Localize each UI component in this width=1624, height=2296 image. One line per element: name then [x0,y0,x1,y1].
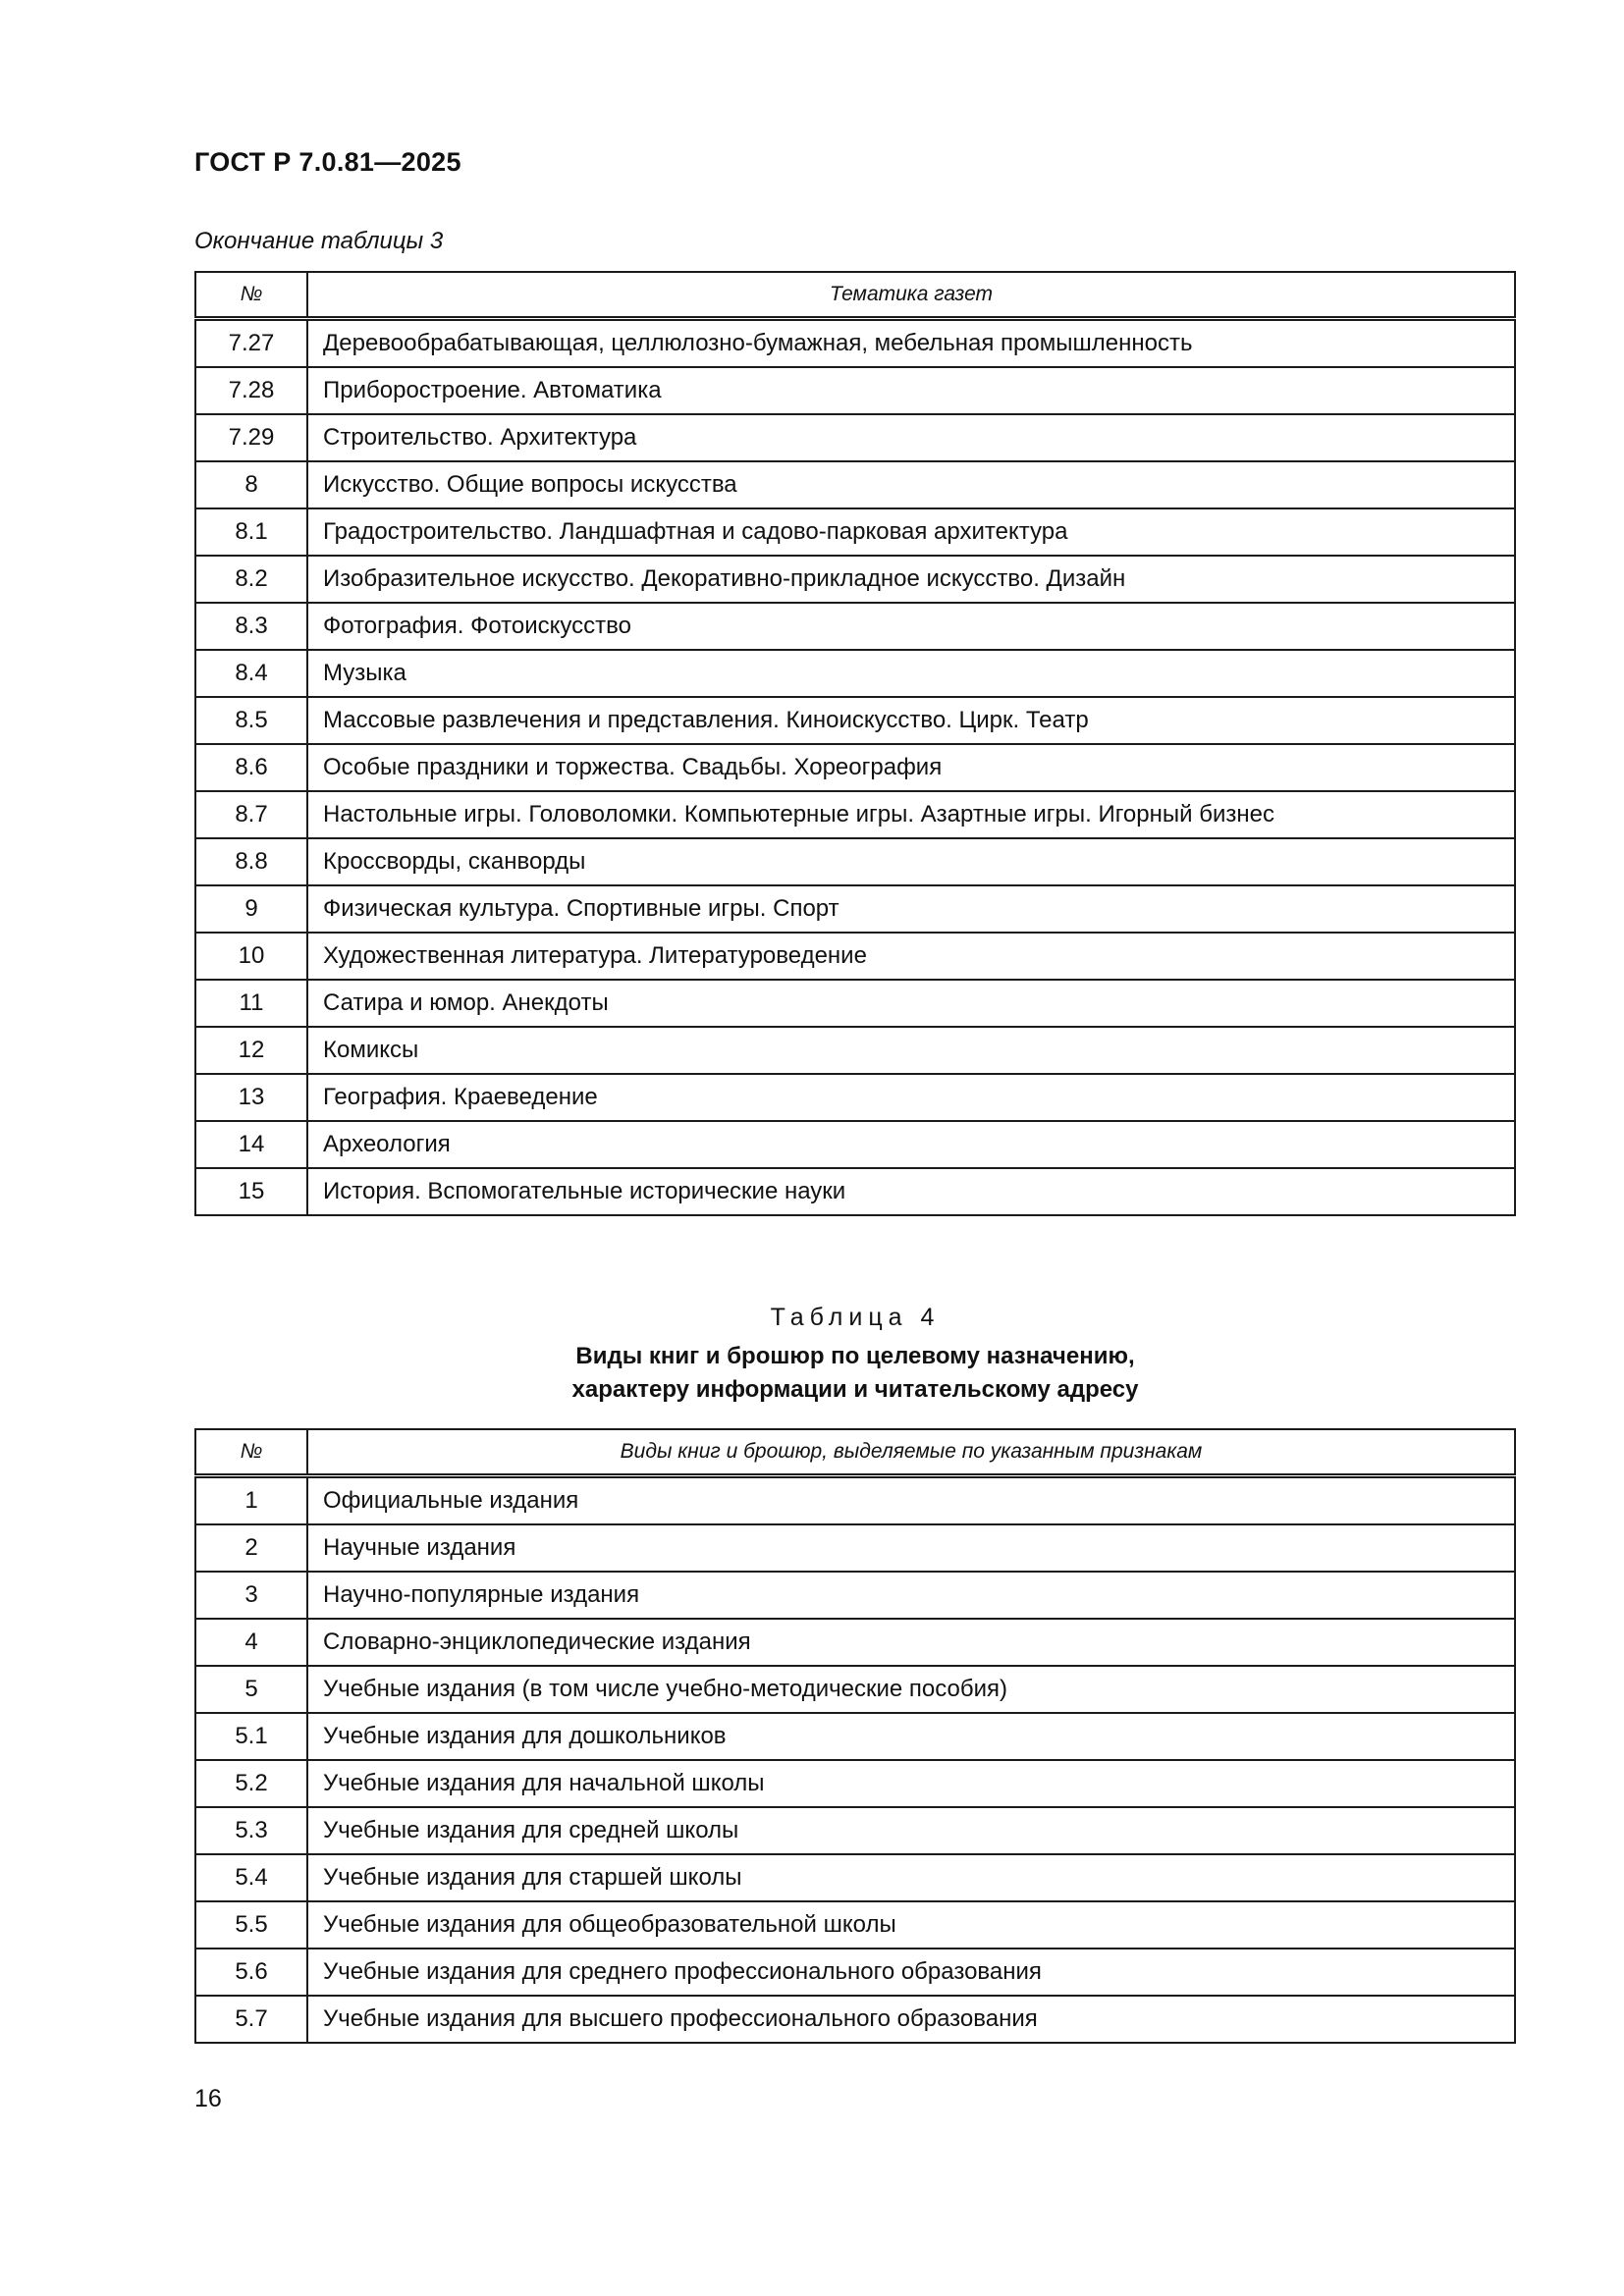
row-number: 8.6 [195,744,307,791]
row-number: 8.1 [195,508,307,556]
row-text: Официальные издания [307,1476,1515,1525]
row-number: 15 [195,1168,307,1215]
table-row [195,1807,1515,1854]
table-header-row [195,272,1515,319]
row-text: Комиксы [307,1027,1515,1074]
row-number: 5.3 [195,1807,307,1854]
row-text: Научно-популярные издания [307,1572,1515,1619]
row-number: 10 [195,933,307,980]
table-row [195,319,1515,368]
table-row [195,1027,1515,1074]
table-row [195,1121,1515,1168]
row-text: Археология [307,1121,1515,1168]
row-text: Массовые развлечения и представления. Киноискусство. Цирк. Театр [307,697,1515,744]
row-text: Учебные издания для среднего профессионального образования [307,1949,1515,1996]
row-text: Учебные издания для общеобразовательной школы [307,1901,1515,1949]
row-number: 8.3 [195,603,307,650]
row-text: Фотография. Фотоискусство [307,603,1515,650]
row-text: Настольные игры. Головоломки. Компьютерные игры. Азартные игры. Игорный бизнес [307,791,1515,838]
table-row [195,1666,1515,1713]
row-text: Изобразительное искусство. Декоративно-прикладное искусство. Дизайн [307,556,1515,603]
page-number: 16 [194,2085,222,2112]
table-row [195,461,1515,508]
table-3 [194,271,1516,1216]
row-number: 5.2 [195,1760,307,1807]
row-text: Музыка [307,650,1515,697]
row-number: 8.7 [195,791,307,838]
table-row [195,650,1515,697]
row-text: Учебные издания для начальной школы [307,1760,1515,1807]
table3-continuation-caption: Окончание таблицы 3 [194,228,444,254]
table-row [195,1854,1515,1901]
row-text: Учебные издания для старшей школы [307,1854,1515,1901]
row-text: Научные издания [307,1524,1515,1572]
row-text: Приборостроение. Автоматика [307,367,1515,414]
table-row [195,1619,1515,1666]
row-number: 5 [195,1666,307,1713]
row-number: 7.27 [195,319,307,368]
row-text: Искусство. Общие вопросы искусства [307,461,1515,508]
column-header-number: № [195,272,307,319]
row-number: 2 [195,1524,307,1572]
table-row [195,1996,1515,2043]
table-header-row [195,1429,1515,1476]
table-row [195,744,1515,791]
table-row [195,885,1515,933]
table-row [195,1476,1515,1525]
row-number: 8 [195,461,307,508]
table-row [195,1572,1515,1619]
row-number: 8.5 [195,697,307,744]
row-number: 5.5 [195,1901,307,1949]
row-number: 1 [195,1476,307,1525]
table-row [195,603,1515,650]
table4-body [195,1476,1515,2044]
row-text: Кроссворды, сканворды [307,838,1515,885]
row-text: Деревообрабатывающая, целлюлозно-бумажная, мебельная промышленность [307,319,1515,368]
table3-body [195,319,1515,1216]
row-text: Физическая культура. Спортивные игры. Спорт [307,885,1515,933]
row-text: Особые праздники и торжества. Свадьбы. Хореография [307,744,1515,791]
row-number: 5.7 [195,1996,307,2043]
row-text: Художественная литература. Литературоведение [307,933,1515,980]
column-header-number: № [195,1429,307,1476]
row-number: 4 [195,1619,307,1666]
table4-title-line-1: Виды книг и брошюр по целевому назначению, [575,1343,1135,1369]
table-row [195,1713,1515,1760]
row-number: 5.1 [195,1713,307,1760]
row-number: 12 [195,1027,307,1074]
row-number: 8.8 [195,838,307,885]
table-row [195,980,1515,1027]
row-text: Градостроительство. Ландшафтная и садово-парковая архитектура [307,508,1515,556]
table-row [195,367,1515,414]
column-header-book-type: Виды книг и брошюр, выделяемые по указанным признакам [307,1429,1515,1476]
row-number: 13 [195,1074,307,1121]
table4-title [194,1340,1516,1407]
row-number: 9 [195,885,307,933]
row-number: 5.6 [195,1949,307,1996]
row-text: Словарно-энциклопедические издания [307,1619,1515,1666]
table-4 [194,1428,1516,2044]
row-text: География. Краеведение [307,1074,1515,1121]
table-row [195,1901,1515,1949]
table-row [195,1760,1515,1807]
table-row [195,838,1515,885]
row-text: Учебные издания (в том числе учебно-методические пособия) [307,1666,1515,1713]
row-number: 7.29 [195,414,307,461]
row-number: 5.4 [195,1854,307,1901]
column-header-topic: Тематика газет [307,272,1515,319]
row-number: 3 [195,1572,307,1619]
document-code: ГОСТ Р 7.0.81—2025 [194,147,461,177]
row-number: 14 [195,1121,307,1168]
table-row [195,1074,1515,1121]
table-row [195,1168,1515,1215]
table-row [195,1949,1515,1996]
row-text: Учебные издания для высшего профессионального образования [307,1996,1515,2043]
table-row [195,556,1515,603]
row-text: История. Вспомогательные исторические науки [307,1168,1515,1215]
table-row [195,791,1515,838]
table-row [195,414,1515,461]
table-row [195,508,1515,556]
table-row [195,697,1515,744]
row-number: 8.2 [195,556,307,603]
table-row [195,933,1515,980]
row-text: Учебные издания для средней школы [307,1807,1515,1854]
table4-label: Таблица 4 [770,1304,941,1331]
row-number: 7.28 [195,367,307,414]
row-number: 8.4 [195,650,307,697]
table-row [195,1524,1515,1572]
row-text: Сатира и юмор. Анекдоты [307,980,1515,1027]
row-text: Строительство. Архитектура [307,414,1515,461]
row-number: 11 [195,980,307,1027]
row-text: Учебные издания для дошкольников [307,1713,1515,1760]
table4-title-line-2: характеру информации и читательскому адресу [571,1376,1139,1403]
